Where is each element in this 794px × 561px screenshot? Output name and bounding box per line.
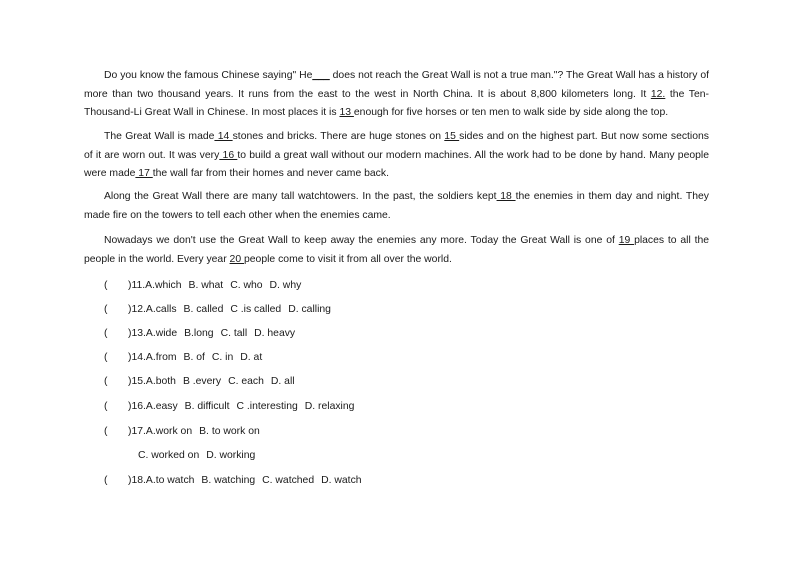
answer-paren[interactable]: ( xyxy=(104,352,108,363)
option-d: D. relaxing xyxy=(304,401,355,412)
passage-text: enough for five horses or ten men to walk side by side along the top. xyxy=(353,107,669,118)
option-a: A.both xyxy=(145,376,176,387)
answer-paren[interactable]: ( xyxy=(104,304,108,315)
passage-text: places to all the people in the world. Every year xyxy=(84,235,710,265)
question-17 xyxy=(104,425,260,439)
question-number: )16. xyxy=(128,401,146,412)
question-number: )12. xyxy=(128,304,146,315)
option-c: C. watched xyxy=(262,475,315,486)
answer-paren[interactable]: ( xyxy=(104,401,108,412)
passage-text: people come to visit it from all over the world. xyxy=(244,253,452,265)
option-b: B. called xyxy=(183,304,224,315)
option-b: B. difficult xyxy=(184,401,230,412)
option-b: B.long xyxy=(184,328,214,339)
answer-paren[interactable]: ( xyxy=(104,328,108,339)
option-b: B .every xyxy=(182,376,222,387)
passage-text: Nowadays we don't use the Great Wall to keep away the enemies any more. Today the Great Wall is one of xyxy=(104,235,619,246)
option-b: B. watching xyxy=(201,475,256,486)
blank-13: 13 xyxy=(339,107,354,118)
blank-18: 18 xyxy=(496,191,516,202)
passage-text: stones and bricks. There are huge stones on xyxy=(232,131,445,142)
question-number: )11. xyxy=(128,280,146,291)
passage-text: does not reach the Great Wall is not a true man."? The Great Wall has a history of more than two thousand years. It runs from the east to the west in North China. It is about 8,800 kilometers long. It xyxy=(84,70,709,100)
passage-text: the enemies in them day and night. They made fire on the towers to tell each other when the enemies came. xyxy=(84,191,709,221)
answer-paren[interactable]: ( xyxy=(104,426,108,437)
question-17-continued xyxy=(138,449,255,463)
option-a: A.which xyxy=(145,280,182,291)
passage-paragraph-1 xyxy=(84,67,709,123)
passage-text: the Ten-Thousand-Li Great Wall in Chinese. In most places it is xyxy=(84,88,709,118)
option-d: D. all xyxy=(270,376,295,387)
blank-12: 12. xyxy=(650,88,666,100)
option-a: A.easy xyxy=(145,401,178,412)
question-number: )18. xyxy=(128,475,146,486)
passage-text: the wall far from their homes and never came back. xyxy=(152,168,389,179)
option-c: C .interesting xyxy=(236,401,298,412)
option-c: C. in xyxy=(211,352,234,363)
passage-paragraph-2 xyxy=(84,128,709,184)
question-14 xyxy=(104,351,262,365)
passage-paragraph-4 xyxy=(84,232,709,269)
blank-16: 16 xyxy=(219,149,238,161)
option-d: D. working xyxy=(206,450,256,461)
answer-paren[interactable]: ( xyxy=(104,376,108,387)
answer-paren[interactable]: ( xyxy=(104,475,108,486)
option-c: C. tall xyxy=(220,328,248,339)
blank-14: 14 xyxy=(214,131,233,142)
option-a: A.calls xyxy=(145,304,177,315)
option-b: B. what xyxy=(188,280,224,291)
option-d: D. at xyxy=(240,352,263,363)
question-number: )14. xyxy=(128,352,146,363)
blank: ___ xyxy=(312,70,330,81)
blank-20: 20 xyxy=(229,253,244,265)
option-d: D. watch xyxy=(321,475,362,486)
passage-text: to build a great wall without our modern machines. All the work had to be done by hand. Many people were made xyxy=(84,149,709,179)
passage-text: The Great Wall is made xyxy=(104,131,215,142)
question-number: )17. xyxy=(128,426,146,437)
option-a: A.wide xyxy=(145,328,178,339)
question-number: )13. xyxy=(128,328,146,339)
blank-15: 15 xyxy=(444,131,460,142)
option-c: C .is called xyxy=(230,304,282,315)
option-a: A.to watch xyxy=(145,475,195,486)
question-11 xyxy=(104,279,301,293)
question-12 xyxy=(104,303,331,317)
option-c: C. worked on xyxy=(138,450,200,461)
blank-19: 19 xyxy=(618,235,635,246)
option-d: D. calling xyxy=(288,304,331,315)
option-a: A.work on xyxy=(145,426,193,437)
question-13 xyxy=(104,327,295,341)
option-b: B. of xyxy=(183,352,205,363)
option-c: C. who xyxy=(230,280,263,291)
answer-paren[interactable]: ( xyxy=(104,280,108,291)
question-number: )15. xyxy=(128,376,146,387)
option-d: D. heavy xyxy=(254,328,296,339)
option-a: A.from xyxy=(145,352,177,363)
blank-17: 17 xyxy=(135,168,153,179)
passage-text: Do you know the famous Chinese saying" He xyxy=(104,70,313,81)
option-b: B. to work on xyxy=(199,426,260,437)
question-16 xyxy=(104,400,354,414)
question-18 xyxy=(104,474,362,488)
question-15 xyxy=(104,375,295,389)
passage-text: sides and on the highest part. But now some sections of it are worn out. It was very xyxy=(84,131,709,161)
option-c: C. each xyxy=(228,376,264,387)
passage-text: Along the Great Wall there are many tall watchtowers. In the past, the soldiers kept xyxy=(104,191,497,202)
passage-paragraph-3 xyxy=(84,188,709,225)
option-d: D. why xyxy=(269,280,302,291)
